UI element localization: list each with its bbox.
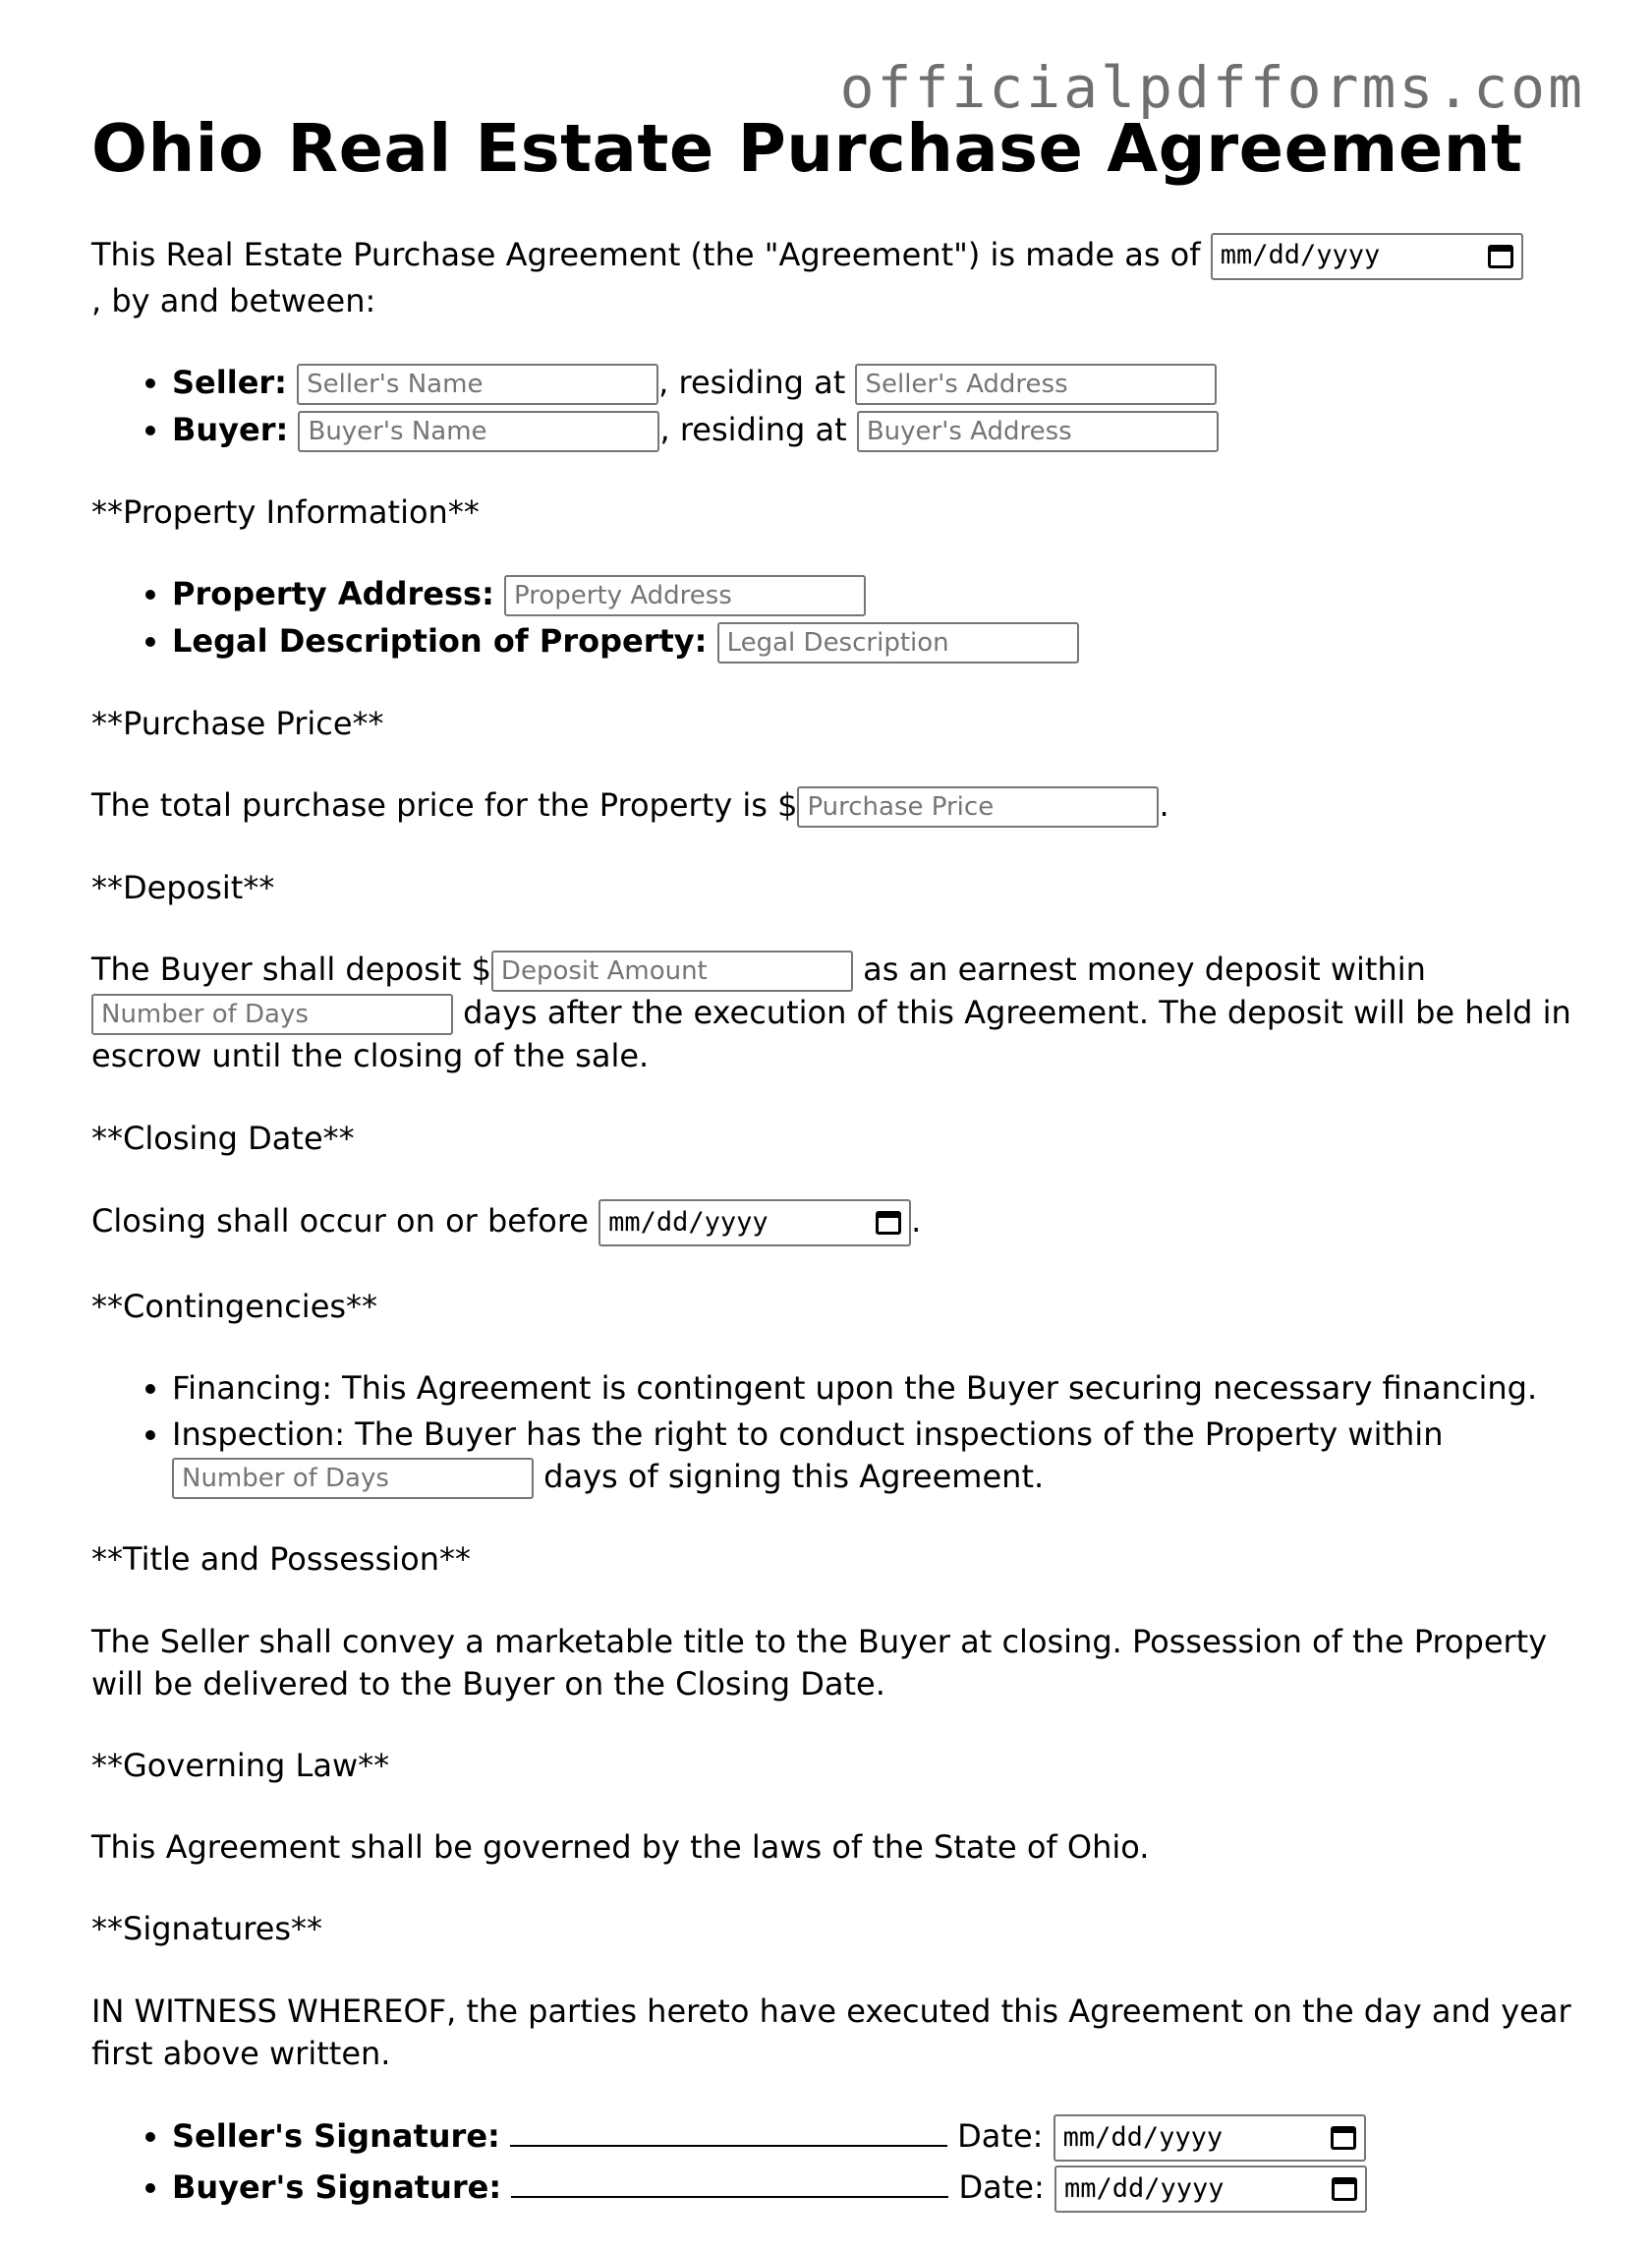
- price-paragraph: [91, 784, 1575, 828]
- property-heading: **Property Information**: [91, 492, 480, 531]
- governing-law-heading: **Governing Law**: [91, 1746, 390, 1784]
- intro-text: This Real Estate Purchase Agreement (the "Agreement") is made as of: [91, 235, 1201, 273]
- page-title: Ohio Real Estate Purchase Agreement: [91, 110, 1523, 187]
- seller-signature-label: Seller's Signature:: [172, 2116, 500, 2155]
- calendar-icon[interactable]: [876, 1211, 901, 1235]
- deposit-days-input[interactable]: [91, 994, 453, 1035]
- intro-between: , by and between:: [91, 281, 376, 319]
- signatures-heading: **Signatures**: [91, 1910, 323, 1948]
- date-label: Date:: [957, 2116, 1044, 2155]
- seller-label: Seller:: [172, 363, 287, 401]
- inspection-item: [172, 1414, 1575, 1499]
- price-end: .: [1159, 786, 1169, 825]
- deposit-text-3: days after the execution of this Agreement. The deposit will be held in escrow until the closing of the sale.: [91, 994, 1571, 1075]
- inspection-days-input[interactable]: [172, 1458, 534, 1499]
- legal-description-label: Legal Description of Property:: [172, 622, 708, 661]
- buyer-date-input[interactable]: [1054, 2165, 1367, 2213]
- residing-text: , residing at: [659, 410, 847, 448]
- buyer-signature-line[interactable]: [511, 2166, 948, 2198]
- date-label: Date:: [958, 2167, 1045, 2206]
- closing-text: Closing shall occur on or before: [91, 1201, 589, 1240]
- financing-item: • Financing: This Agreement is contingent upon the Buyer securing necessary financing.: [172, 1367, 1575, 1410]
- deposit-amount-input[interactable]: [491, 951, 853, 992]
- closing-heading: **Closing Date**: [91, 1119, 355, 1157]
- property-address-item: [172, 573, 1575, 616]
- buyer-item: [172, 409, 1575, 452]
- closing-date-input[interactable]: [598, 1199, 911, 1246]
- agreement-date-input[interactable]: [1211, 233, 1523, 280]
- seller-signature-line[interactable]: [510, 2115, 947, 2147]
- inspection-end: days of signing this Agreement.: [534, 1458, 1045, 1496]
- seller-date-value: mm/dd/yyyy: [1062, 2121, 1224, 2153]
- deposit-heading: **Deposit**: [91, 869, 275, 907]
- residing-text: , residing at: [658, 363, 846, 401]
- purchase-price-input[interactable]: [797, 786, 1159, 828]
- price-heading: **Purchase Price**: [91, 705, 384, 743]
- closing-paragraph: [91, 1199, 1575, 1246]
- watermark: officialpdfforms.com: [839, 54, 1585, 121]
- buyer-name-input[interactable]: [298, 411, 659, 452]
- signatures-text: IN WITNESS WHEREOF, the parties hereto have executed this Agreement on the day and year first above written.: [91, 1992, 1571, 2072]
- calendar-icon[interactable]: [1332, 2177, 1357, 2201]
- property-address-input[interactable]: [504, 575, 866, 616]
- property-address-label: Property Address:: [172, 575, 494, 613]
- buyer-label: Buyer:: [172, 410, 289, 448]
- closing-end: .: [911, 1201, 922, 1240]
- seller-item: [172, 362, 1575, 405]
- seller-address-input[interactable]: [855, 364, 1217, 405]
- deposit-text-2: as an earnest money deposit within: [852, 951, 1426, 989]
- legal-description-input[interactable]: [717, 622, 1079, 664]
- contingencies-list: [91, 1367, 1575, 1499]
- closing-date-value: mm/dd/yyyy: [608, 1206, 769, 1238]
- buyer-address-input[interactable]: [857, 411, 1219, 452]
- property-list: [91, 573, 1575, 664]
- intro-paragraph: [91, 233, 1575, 322]
- contingencies-heading: **Contingencies**: [91, 1287, 378, 1325]
- title-possession-text: The Seller shall convey a marketable title to the Buyer at closing. Possession of the Property will be delivered to the Buyer on the Closing Date.: [91, 1622, 1548, 1703]
- agreement-date-value: mm/dd/yyyy: [1220, 240, 1381, 271]
- parties-list: [91, 362, 1575, 452]
- governing-law-text: This Agreement shall be governed by the laws of the State of Ohio.: [91, 1828, 1150, 1867]
- deposit-text-1: The Buyer shall deposit $: [91, 951, 491, 989]
- inspection-text: Inspection: The Buyer has the right to conduct inspections of the Property within: [172, 1415, 1444, 1454]
- price-text: The total purchase price for the Property is $: [91, 786, 798, 825]
- signatures-list: [91, 2114, 1575, 2213]
- calendar-icon[interactable]: [1488, 245, 1513, 268]
- buyer-signature-item: [172, 2165, 1575, 2213]
- title-possession-heading: **Title and Possession**: [91, 1540, 471, 1579]
- buyer-signature-label: Buyer's Signature:: [172, 2167, 502, 2206]
- buyer-date-value: mm/dd/yyyy: [1063, 2172, 1225, 2204]
- deposit-paragraph: [91, 949, 1575, 1077]
- seller-name-input[interactable]: [297, 364, 658, 405]
- legal-description-item: [172, 620, 1575, 664]
- document-page: [91, 110, 1575, 2252]
